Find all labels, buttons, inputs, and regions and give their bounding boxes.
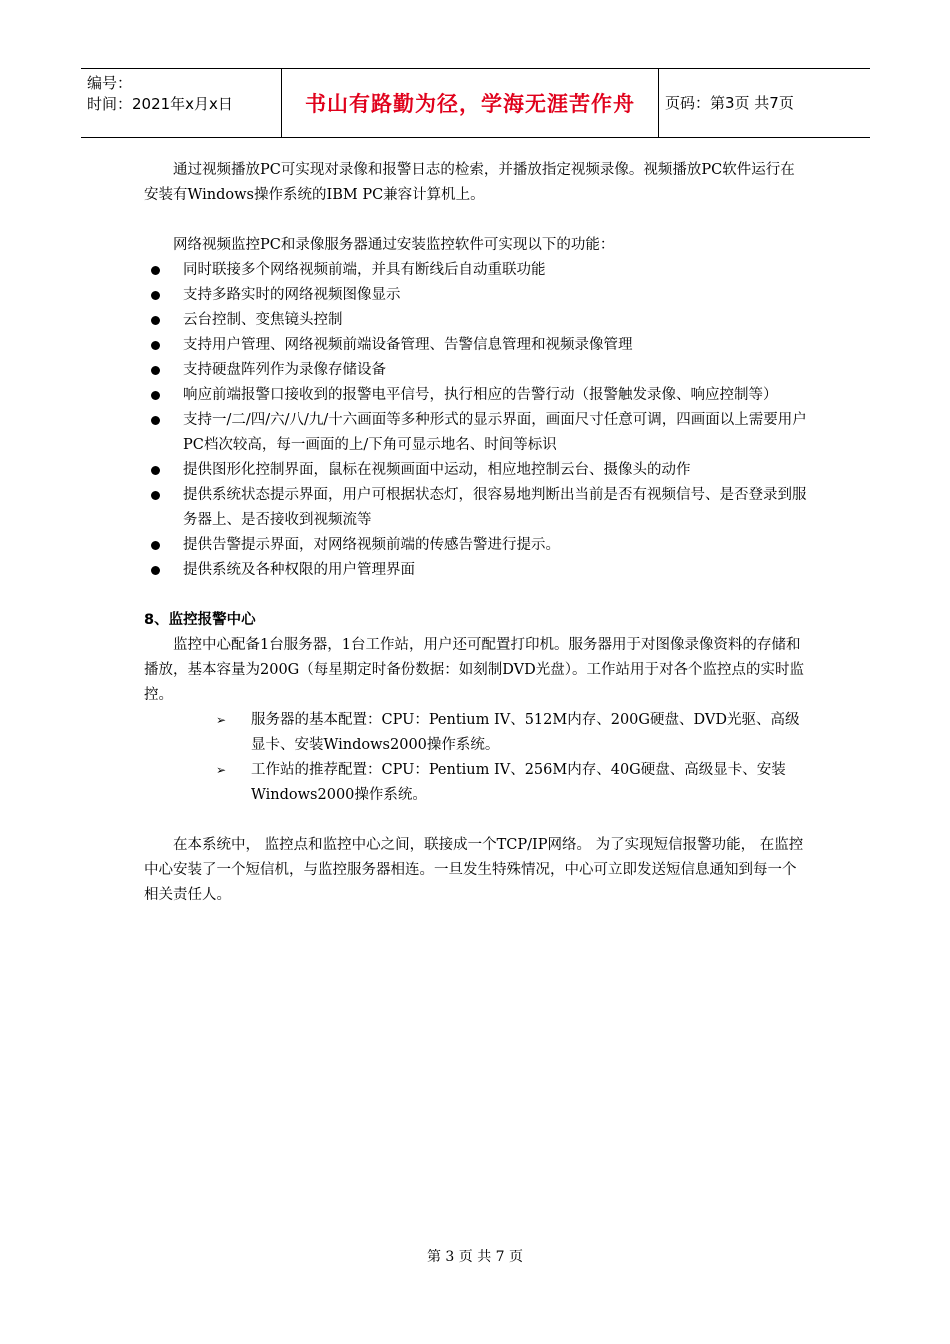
arrowhead-icon: ➢ [216,763,227,777]
list-item: ➢ 工作站的推荐配置：CPU：Pentium IV、256M内存、40G硬盘、高级显卡、安装Windows2000操作系统。 [212,758,808,808]
list-item: 响应前端报警口接收到的报警电平信号，执行相应的告警行动（报警触发录像、响应控制等） [144,383,808,408]
spacer [144,808,808,833]
paragraph-playback: 通过视频播放PC可实现对录像和报警日志的检索，并播放指定视频录像。视频播放PC软件运行在安装有Windows操作系统的IBM PC兼容计算机上。 [144,162,795,203]
paragraph-functions-intro: 网络视频监控PC和录像服务器通过安装监控软件可实现以下的功能： [173,237,615,253]
bullet-icon [151,416,160,425]
bullet-icon [151,291,160,300]
paragraph-network: 在本系统中， 监控点和监控中心之间，联接成一个TCP/IP网络。 为了实现短信报警功能， 在监控中心安装了一个短信机，与监控服务器相连。一旦发生特殊情况，中心可立即发送短信息通知到每一个相关责任人。 [144,837,804,903]
list-item: 提供告警提示界面，对网络视频前端的传感告警进行提示。 [144,533,808,558]
list-item: 支持一/二/四/六/八/九/十六画面等多种形式的显示界面，画面尺寸任意可调，四画面以上需要用户PC档次较高，每一画面的上/下角可显示地名、时间等标识 [144,408,808,458]
feature-list [144,258,808,583]
bullet-icon [151,566,160,575]
arrowhead-icon: ➢ [216,713,227,727]
list-item: 提供图形化控制界面，鼠标在视频画面中运动，相应地控制云台、摄像头的动作 [144,458,808,483]
motto: 书山有路勤为径，学海无涯苦作舟 [281,69,659,137]
page-indicator: 页码：第3页 共7页 [665,94,794,112]
page-footer: 第 3 页 共 7 页 [426,1249,524,1265]
list-item: 支持硬盘阵列作为录像存储设备 [144,358,808,383]
bullet-icon [151,341,160,350]
serial-label: 编号： [87,74,133,92]
list-item: 支持多路实时的网络视频图像显示 [144,283,808,308]
document-body [144,158,808,908]
bullet-icon [151,466,160,475]
paragraph-center-intro: 监控中心配备1台服务器，1台工作站，用户还可配置打印机。服务器用于对图像录像资料的存储和播放，基本容量为200G（每星期定时备份数据：如刻制DVD光盘）。工作站用于对各个监控点的实时监控。 [144,637,804,703]
list-item: 提供系统状态提示界面，用户可根据状态灯，很容易地判断出当前是否有视频信号、是否登录到服务器上、是否接收到视频流等 [144,483,808,533]
spacer [144,208,808,233]
bullet-icon [151,316,160,325]
bullet-icon [151,266,160,275]
config-list [144,708,808,808]
list-item: 云台控制、变焦镜头控制 [144,308,808,333]
bullet-icon [151,391,160,400]
list-item: 同时联接多个网络视频前端，并具有断线后自动重联功能 [144,258,808,283]
list-item: 支持用户管理、网络视频前端设备管理、告警信息管理和视频录像管理 [144,333,808,358]
section-heading: 8、监控报警中心 [144,612,256,628]
bullet-icon [151,366,160,375]
time-label: 时间：2021年x月x日 [87,95,233,113]
list-item: 提供系统及各种权限的用户管理界面 [144,558,808,583]
bullet-icon [151,491,160,500]
header-meta [87,73,233,115]
spacer [144,583,808,608]
bullet-icon [151,541,160,550]
page-header [81,68,870,138]
list-item: ➢ 服务器的基本配置：CPU：Pentium IV、512M内存、200G硬盘、DVD光驱、高级显卡、安装Windows2000操作系统。 [212,708,808,758]
